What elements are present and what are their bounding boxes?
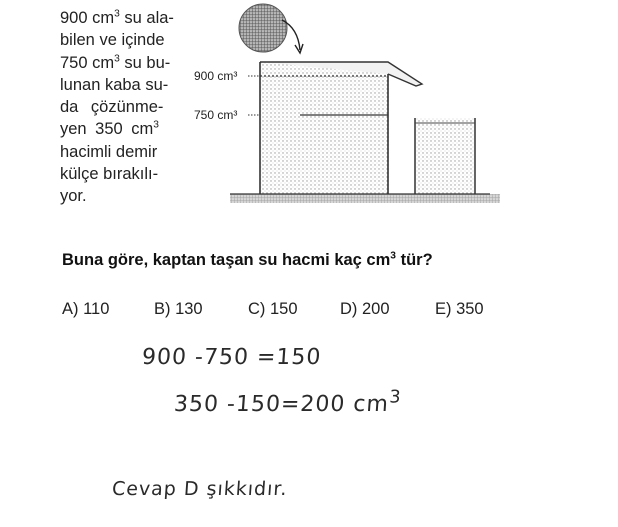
question-stem: [60, 7, 190, 208]
option-b[interactable]: B) 130: [154, 300, 203, 318]
option-d[interactable]: D) 200: [340, 300, 390, 318]
stem-line-2: bilen ve içinde: [60, 31, 165, 50]
handwritten-answer: Cevap D şıkkıdır.: [111, 478, 289, 500]
iron-ingot: [239, 4, 287, 52]
option-a[interactable]: A) 110: [62, 300, 110, 318]
option-e[interactable]: E) 350: [435, 300, 484, 318]
stem-line-5: da çözünme-: [60, 98, 164, 117]
stem-line-4: lunan kaba su-: [60, 75, 169, 94]
overflow-beaker: [415, 118, 475, 194]
handwritten-step-1: 900 -750 =150: [141, 345, 323, 370]
stem-line-7: hacimli demir: [60, 142, 158, 161]
ground: [230, 194, 500, 203]
stem-line-3: 750 $cm^3$ su bu-: [60, 53, 171, 72]
stem-line-9: yor.: [60, 187, 87, 206]
option-c[interactable]: C) 150: [248, 300, 298, 318]
stem-line-6: yen 350 $cm^3$: [60, 119, 159, 139]
handwritten-step-2: 350 -150=200 $cm^3$: [173, 387, 403, 417]
stem-line-8: külçe bırakılı-: [60, 165, 159, 184]
label-900: 900 cm³: [194, 69, 238, 83]
container-figure: [190, 0, 500, 215]
label-750: 750 cm³: [194, 108, 238, 122]
stem-line-1: 900 $cm^3$ su ala-: [60, 8, 174, 27]
question-text: Buna göre, kaptan taşan su hacmi kaç $cm^3$ tür?: [62, 250, 433, 269]
main-container: [260, 62, 422, 194]
